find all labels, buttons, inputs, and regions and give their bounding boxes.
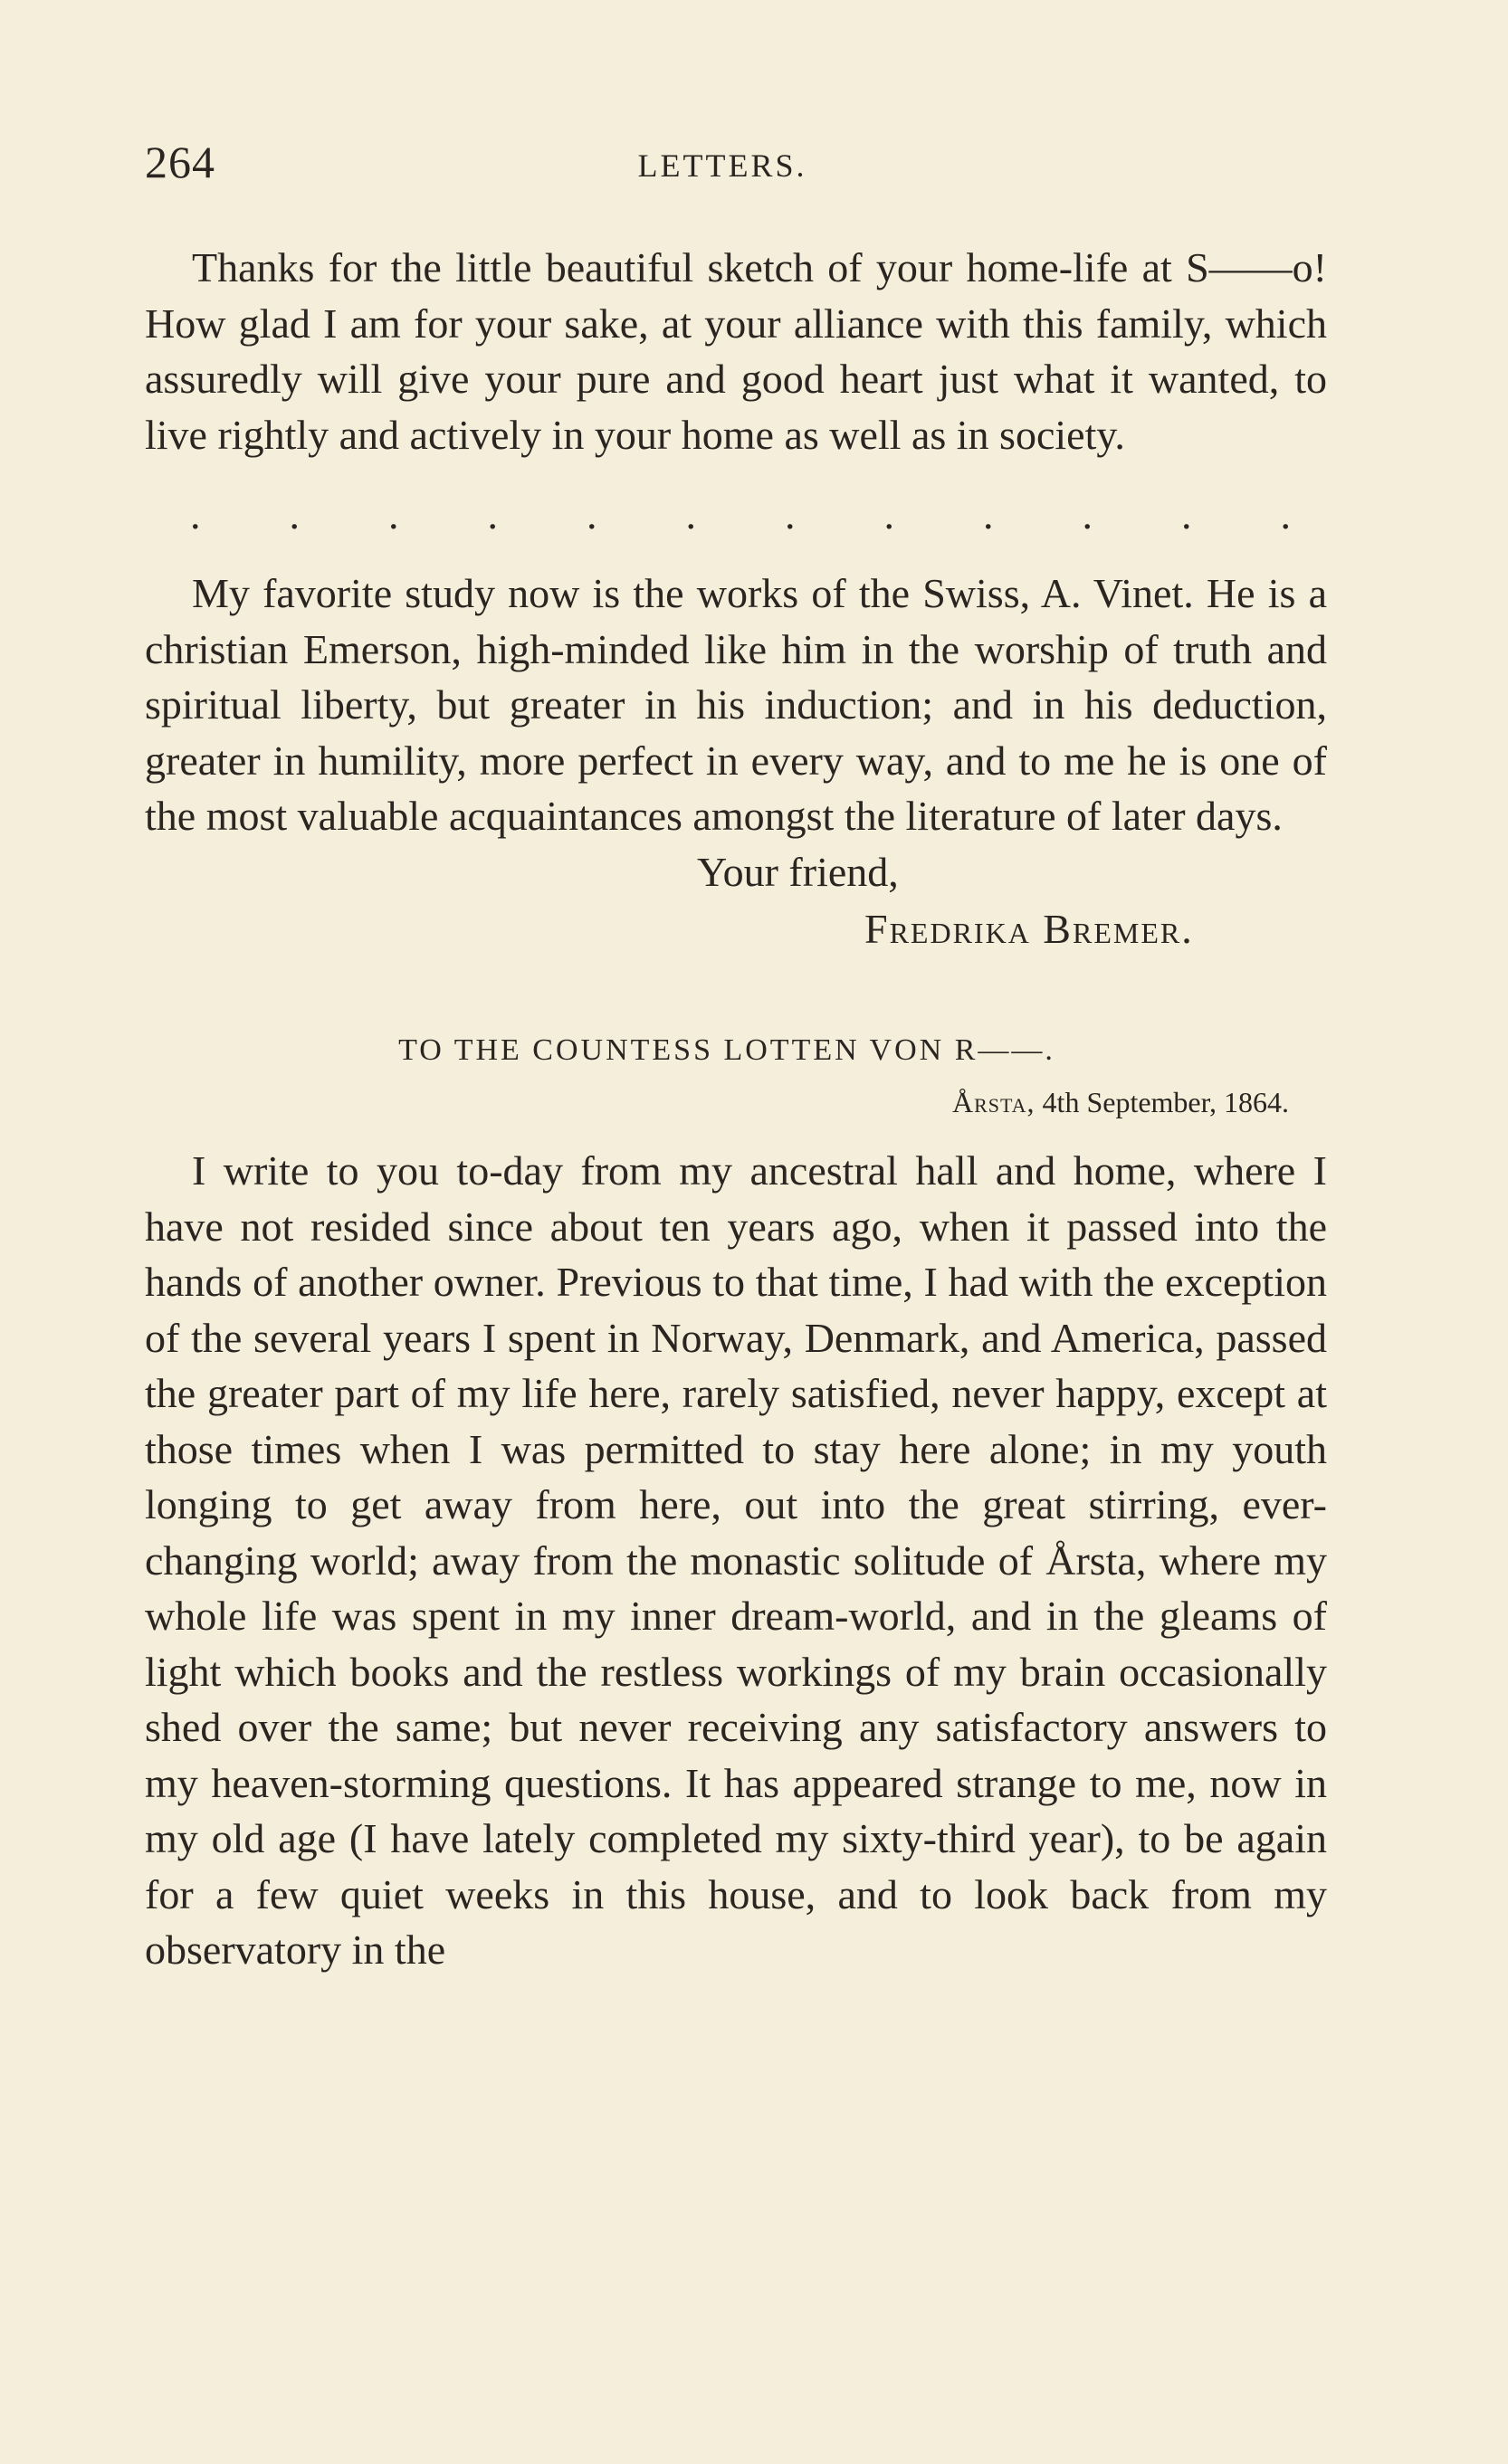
ellipsis-dot: . bbox=[289, 491, 300, 538]
ellipsis-dot: . bbox=[785, 491, 796, 538]
letter-addressee: TO THE COUNTESS LOTTEN VON R——. bbox=[398, 1033, 1055, 1067]
page-number: 264 bbox=[145, 137, 215, 187]
ellipsis-dot: . bbox=[487, 491, 498, 538]
ellipsis-dot: . bbox=[685, 491, 696, 538]
ellipsis-dot: . bbox=[388, 491, 399, 538]
page-body bbox=[145, 240, 1327, 1978]
ellipsis-dot: . bbox=[1082, 491, 1093, 538]
letter-closing: Your friend, bbox=[697, 848, 899, 895]
letter-signature: Fredrika Bremer. bbox=[864, 906, 1194, 952]
letter-dateline bbox=[145, 1086, 1327, 1119]
letter-paragraph-3: I write to you to-day from my ancestral hall and home, where I have not resided since about ten years ago, when it passed into the hands of another owner. Previous to that time, I had with the exception of the several years I spent in Norway, Denmark, and America, passed the greater part of my life here, rarely satisfied, never happy, except at those times when I was permitted to stay here alone; in my youth longing to get away from here, out into the great stirring, ever-changing world; away from the monastic solitude of Årsta, where my whole life was spent in my inner dream-world, and in the gleams of light which books and the restless workings of my brain occasionally shed over the same; but never receiving any satisfactory answers to my heaven-storming questions. It has appeared strange to me, now in my old age (I have lately completed my sixty-third year), to be again for a few quiet weeks in this house, and to look back from my observatory in the bbox=[145, 1147, 1327, 1973]
dateline-place: Årsta, bbox=[951, 1086, 1036, 1118]
letter-paragraph-1: Thanks for the little beautiful sketch of your home-life at S——o! How glad I am for your sake, at your alliance with this family, which assuredly will give your pure and good heart just what it wanted, to live rightly and actively in your home as well as in society. bbox=[145, 244, 1327, 458]
running-head: LETTERS. bbox=[637, 147, 807, 184]
ellipsis-dot: . bbox=[1280, 491, 1291, 538]
ellipsis-dot: . bbox=[883, 491, 894, 538]
ellipsis-separator bbox=[145, 488, 1327, 542]
letter-paragraph-2: My favorite study now is the works of the Swiss, A. Vinet. He is a christian Emerson, high-minded like him in the worship of truth and spiritual liberty, but greater in his induction; and in his deduction, greater in humility, more perfect in every way, and to me he is one of the most valuable acquaintances amongst the literature of later days. bbox=[145, 570, 1327, 839]
ellipsis-dot: . bbox=[983, 491, 994, 538]
ellipsis-dot: . bbox=[1181, 491, 1192, 538]
dateline-date: 4th September, 1864. bbox=[1042, 1086, 1289, 1118]
ellipsis-dot: . bbox=[190, 491, 201, 538]
page-header bbox=[145, 136, 1327, 190]
ellipsis-dot: . bbox=[587, 491, 597, 538]
